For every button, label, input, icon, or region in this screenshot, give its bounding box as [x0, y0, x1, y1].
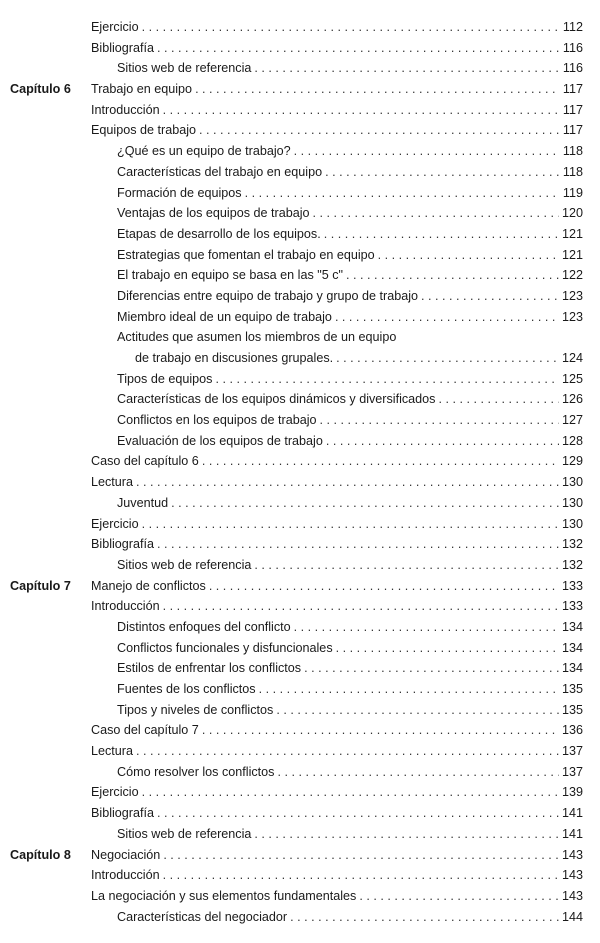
entry-line [117, 224, 583, 245]
page-number: 133 [561, 578, 583, 593]
toc-entry[interactable] [0, 183, 600, 204]
entry-title: Sitios web de referencia [117, 58, 254, 79]
page-number: 125 [561, 371, 583, 386]
toc-entry[interactable] [0, 327, 600, 348]
toc-entry[interactable] [0, 886, 600, 907]
toc-entry[interactable] [0, 245, 600, 266]
entry-line [117, 286, 583, 307]
chapter-label: Capítulo 8 [10, 847, 71, 862]
page-number: 120 [561, 206, 583, 221]
dot-leader [259, 679, 559, 700]
dot-leader [157, 803, 559, 824]
toc-entry[interactable] [0, 576, 600, 597]
entry-title: Cómo resolver los conflictos [117, 762, 277, 783]
entry-line [91, 17, 583, 38]
toc-entry[interactable] [0, 865, 600, 886]
toc-entry[interactable] [0, 389, 600, 410]
page-number: 130 [561, 516, 583, 531]
toc-entry[interactable] [0, 17, 600, 38]
toc-entry[interactable] [0, 700, 600, 721]
dot-leader [209, 576, 559, 597]
entry-title: Estilos de enfrentar los conflictos [117, 658, 304, 679]
page-number: 137 [561, 764, 583, 779]
entry-line [117, 327, 583, 348]
dot-leader [294, 617, 559, 638]
chapter-label: Capítulo 7 [10, 578, 71, 593]
toc-entry[interactable] [0, 410, 600, 431]
entry-line [117, 617, 583, 638]
table-of-contents [0, 17, 600, 927]
toc-entry[interactable] [0, 762, 600, 783]
entry-line [91, 38, 583, 59]
entry-line [117, 638, 583, 659]
entry-title: Conflictos en los equipos de trabajo [117, 410, 320, 431]
entry-line [91, 79, 583, 100]
dot-leader [163, 100, 560, 121]
toc-entry[interactable] [0, 120, 600, 141]
page-number: 121 [561, 247, 583, 262]
entry-title: Introducción [91, 865, 163, 886]
entry-line [117, 658, 583, 679]
entry-line [91, 720, 583, 741]
entry-title: Actitudes que asumen los miembros de un equipo [117, 327, 399, 348]
page-number: 130 [561, 495, 583, 510]
entry-title: Introducción [91, 596, 163, 617]
entry-line [135, 348, 583, 369]
entry-title: Etapas de desarrollo de los equipos. [117, 224, 324, 245]
toc-entry[interactable] [0, 638, 600, 659]
entry-title: Miembro ideal de un equipo de trabajo [117, 307, 335, 328]
entry-line [117, 307, 583, 328]
toc-entry[interactable] [0, 472, 600, 493]
dot-leader [421, 286, 559, 307]
dot-leader [254, 58, 560, 79]
dot-leader [171, 493, 559, 514]
entry-line [117, 369, 583, 390]
page-number: 127 [561, 413, 583, 428]
entry-line [91, 472, 583, 493]
page-number: 136 [561, 723, 583, 738]
entry-title: Tipos y niveles de conflictos [117, 700, 276, 721]
page-number [580, 327, 583, 348]
dot-leader [245, 183, 560, 204]
entry-title: Tipos de equipos [117, 369, 215, 390]
toc-entry[interactable] [0, 203, 600, 224]
entry-title: Ejercicio [91, 514, 142, 535]
dot-leader [438, 389, 559, 410]
dot-leader [142, 782, 559, 803]
dot-leader [157, 534, 559, 555]
page-number: 123 [561, 309, 583, 324]
entry-title: Bibliografía [91, 38, 157, 59]
entry-title: Lectura [91, 741, 136, 762]
entry-title: Bibliografía [91, 803, 157, 824]
page-number: 128 [561, 433, 583, 448]
dot-leader [320, 410, 559, 431]
entry-title: Diferencias entre equipo de trabajo y grupo de trabajo [117, 286, 421, 307]
entry-title: Características del negociador [117, 907, 290, 928]
entry-title: Ventajas de los equipos de trabajo [117, 203, 313, 224]
page-number: 134 [561, 661, 583, 676]
dot-leader [346, 265, 559, 286]
dot-leader [313, 203, 559, 224]
page-number: 118 [562, 164, 583, 179]
toc-entry[interactable] [0, 286, 600, 307]
dot-leader [324, 224, 559, 245]
toc-entry[interactable] [0, 803, 600, 824]
entry-title: Introducción [91, 100, 163, 121]
page-number: 112 [562, 20, 583, 34]
dot-leader [254, 824, 559, 845]
page-number: 134 [561, 640, 583, 655]
page-number: 143 [561, 868, 583, 883]
dot-leader [336, 638, 559, 659]
page-number: 133 [561, 599, 583, 614]
dot-leader [202, 451, 559, 472]
page-number: 117 [562, 102, 583, 117]
entry-title: Manejo de conflictos [91, 576, 209, 597]
page-number: 121 [561, 226, 583, 241]
dot-leader [199, 120, 560, 141]
toc-entry[interactable] [0, 162, 600, 183]
dot-leader [304, 658, 559, 679]
entry-line [91, 534, 583, 555]
toc-entry[interactable] [0, 617, 600, 638]
toc-entry[interactable] [0, 845, 600, 866]
entry-line [117, 431, 583, 452]
page-number: 141 [561, 826, 583, 841]
toc-entry[interactable] [0, 100, 600, 121]
dot-leader [325, 162, 560, 183]
page-number: 135 [561, 702, 583, 717]
toc-entry[interactable] [0, 307, 600, 328]
dot-leader [335, 307, 559, 328]
entry-title: Ejercicio [91, 782, 142, 803]
entry-title: Características del trabajo en equipo [117, 162, 325, 183]
toc-entry[interactable] [0, 493, 600, 514]
entry-line [117, 700, 583, 721]
entry-line [91, 886, 583, 907]
toc-entry[interactable] [0, 38, 600, 59]
entry-title: Juventud [117, 493, 171, 514]
entry-title: Sitios web de referencia [117, 555, 254, 576]
page-number: 132 [561, 537, 583, 552]
page-number: 143 [561, 847, 583, 862]
entry-line [91, 803, 583, 824]
entry-line [117, 679, 583, 700]
page-number: 123 [561, 288, 583, 303]
entry-line [117, 265, 583, 286]
entry-title: de trabajo en discusiones grupales. [135, 348, 336, 369]
entry-line [91, 120, 583, 141]
entry-title: ¿Qué es un equipo de trabajo? [117, 141, 294, 162]
toc-entry[interactable] [0, 679, 600, 700]
dot-leader [136, 472, 559, 493]
entry-line [117, 762, 583, 783]
entry-line [91, 596, 583, 617]
entry-line [91, 782, 583, 803]
toc-entry[interactable] [0, 534, 600, 555]
entry-line [91, 100, 583, 121]
page-number: 124 [561, 351, 583, 365]
entry-title: Evaluación de los equipos de trabajo [117, 431, 326, 452]
entry-title: Lectura [91, 472, 136, 493]
toc-entry[interactable] [0, 431, 600, 452]
chapter-label: Capítulo 6 [10, 82, 71, 97]
entry-title: El trabajo en equipo se basa en las "5 c" [117, 265, 346, 286]
page-number: 116 [562, 61, 583, 76]
entry-title: Negociación [91, 845, 163, 866]
entry-title: Estrategias que fomentan el trabajo en equipo [117, 245, 378, 266]
entry-line [91, 576, 583, 597]
page-number: 130 [561, 475, 583, 490]
toc-entry[interactable] [0, 369, 600, 390]
dot-leader [254, 555, 559, 576]
entry-title: Equipos de trabajo [91, 120, 199, 141]
dot-leader [142, 514, 559, 535]
page-number: 126 [561, 392, 583, 407]
page-number: 129 [561, 454, 583, 469]
dot-leader [290, 907, 559, 928]
entry-line [91, 845, 583, 866]
entry-line [117, 824, 583, 845]
page-number: 134 [561, 619, 583, 634]
dot-leader [277, 762, 559, 783]
toc-entry[interactable] [0, 658, 600, 679]
page-number: 118 [562, 144, 583, 159]
toc-entry[interactable] [0, 741, 600, 762]
entry-line [117, 203, 583, 224]
toc-entry[interactable] [0, 348, 600, 369]
entry-line [117, 493, 583, 514]
entry-title: Conflictos funcionales y disfuncionales [117, 638, 336, 659]
entry-title: Caso del capítulo 7 [91, 720, 202, 741]
entry-line [117, 183, 583, 204]
page-number: 132 [561, 557, 583, 572]
page-number: 144 [561, 909, 583, 924]
entry-title: Ejercicio [91, 17, 142, 38]
dot-leader [378, 245, 559, 266]
dot-leader [359, 886, 559, 907]
toc-entry[interactable] [0, 782, 600, 803]
toc-entry[interactable] [0, 141, 600, 162]
entry-title: Fuentes de los conflictos [117, 679, 259, 700]
toc-entry[interactable] [0, 555, 600, 576]
entry-line [117, 555, 583, 576]
entry-line [117, 245, 583, 266]
entry-title: Formación de equipos [117, 183, 245, 204]
page-number: 139 [561, 785, 583, 800]
toc-entry[interactable] [0, 58, 600, 79]
entry-title: Caso del capítulo 6 [91, 451, 202, 472]
dot-leader [326, 431, 559, 452]
toc-entry[interactable] [0, 79, 600, 100]
toc-entry[interactable] [0, 824, 600, 845]
entry-line [117, 389, 583, 410]
page-number: 116 [562, 40, 583, 55]
page-number: 135 [561, 682, 583, 696]
dot-leader [294, 141, 560, 162]
toc-entry[interactable] [0, 514, 600, 535]
dot-leader [163, 845, 559, 866]
page-number: 122 [561, 268, 583, 283]
page-number: 137 [561, 744, 583, 759]
entry-title: Características de los equipos dinámicos y diversificados [117, 389, 438, 410]
page-number: 141 [561, 806, 583, 821]
toc-entry[interactable] [0, 720, 600, 741]
dot-leader [276, 700, 559, 721]
toc-entry[interactable] [0, 265, 600, 286]
page-number: 143 [561, 888, 583, 903]
entry-line [117, 162, 583, 183]
entry-title: Sitios web de referencia [117, 824, 254, 845]
dot-leader [202, 720, 559, 741]
entry-line [117, 58, 583, 79]
dot-leader [157, 38, 560, 59]
toc-entry[interactable] [0, 451, 600, 472]
entry-title: La negociación y sus elementos fundamentales [91, 886, 359, 907]
dot-leader [163, 596, 559, 617]
entry-title: Trabajo en equipo [91, 79, 195, 100]
toc-entry[interactable] [0, 596, 600, 617]
dot-leader [142, 17, 560, 38]
toc-entry[interactable] [0, 224, 600, 245]
entry-line [117, 410, 583, 431]
entry-line [117, 907, 583, 928]
entry-line [91, 514, 583, 535]
page-number: 117 [562, 82, 583, 97]
entry-title: Distintos enfoques del conflicto [117, 617, 294, 638]
page-number: 119 [562, 185, 583, 200]
dot-leader [136, 741, 559, 762]
dot-leader [163, 865, 559, 886]
toc-entry[interactable] [0, 907, 600, 928]
entry-line [91, 451, 583, 472]
dot-leader [195, 79, 560, 100]
dot-leader [336, 348, 559, 369]
dot-leader [215, 369, 559, 390]
page-number: 117 [562, 123, 583, 138]
entry-line [117, 141, 583, 162]
entry-line [91, 741, 583, 762]
entry-line [91, 865, 583, 886]
entry-title: Bibliografía [91, 534, 157, 555]
